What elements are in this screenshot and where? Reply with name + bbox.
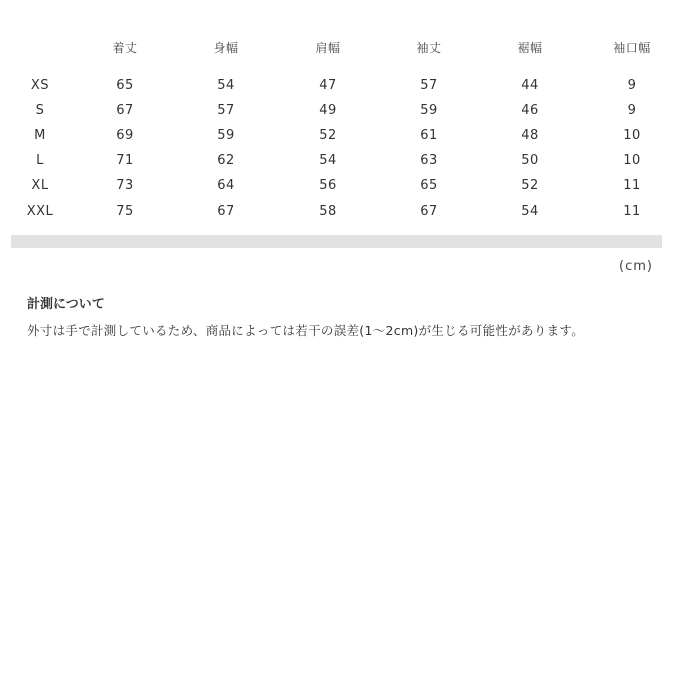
size-label: M bbox=[34, 128, 46, 143]
table-row bbox=[0, 151, 680, 171]
table-cell: 44 bbox=[521, 78, 539, 93]
table-cell: 54 bbox=[319, 153, 337, 168]
table-cell: 52 bbox=[319, 128, 337, 143]
table-cell: 67 bbox=[420, 204, 438, 219]
size-label: XL bbox=[31, 178, 49, 193]
table-cell: 75 bbox=[116, 204, 134, 219]
table-cell: 71 bbox=[116, 153, 134, 168]
table-cell: 61 bbox=[420, 128, 438, 143]
table-cell: 67 bbox=[217, 204, 235, 219]
table-cell: 67 bbox=[116, 103, 134, 118]
table-row bbox=[0, 176, 680, 196]
table-cell: 11 bbox=[623, 178, 641, 193]
table-row bbox=[0, 202, 680, 222]
unit-label: (cm) bbox=[619, 259, 653, 274]
table-cell: 73 bbox=[116, 178, 134, 193]
header-cell-sleeve-length: 袖丈 bbox=[416, 41, 442, 55]
table-cell: 9 bbox=[627, 103, 637, 118]
table-cell: 64 bbox=[217, 178, 235, 193]
table-row bbox=[0, 76, 680, 96]
header-cell-cuff-width: 袖口幅 bbox=[613, 41, 651, 55]
table-cell: 65 bbox=[420, 178, 438, 193]
table-cell: 63 bbox=[420, 153, 438, 168]
size-label: S bbox=[35, 103, 45, 118]
header-cell-chest-width: 身幅 bbox=[213, 41, 239, 55]
table-cell: 69 bbox=[116, 128, 134, 143]
table-cell: 59 bbox=[217, 128, 235, 143]
size-label: L bbox=[36, 153, 44, 168]
table-cell: 49 bbox=[319, 103, 337, 118]
divider-bar bbox=[11, 235, 662, 248]
measurement-note-body: 外寸は手で計測しているため、商品によっては若干の誤差(1～2cm)が生じる可能性があります。 bbox=[27, 323, 585, 338]
table-cell: 54 bbox=[521, 204, 539, 219]
header-cell-shoulder-width: 肩幅 bbox=[315, 41, 341, 55]
measurement-note-title: 計測について bbox=[27, 297, 105, 312]
size-label: XS bbox=[30, 78, 50, 93]
table-cell: 58 bbox=[319, 204, 337, 219]
table-cell: 47 bbox=[319, 78, 337, 93]
table-cell: 57 bbox=[217, 103, 235, 118]
table-cell: 62 bbox=[217, 153, 235, 168]
table-cell: 46 bbox=[521, 103, 539, 118]
table-row bbox=[0, 126, 680, 146]
table-cell: 9 bbox=[627, 78, 637, 93]
table-cell: 57 bbox=[420, 78, 438, 93]
table-cell: 10 bbox=[623, 128, 641, 143]
table-cell: 48 bbox=[521, 128, 539, 143]
table-cell: 65 bbox=[116, 78, 134, 93]
size-label: XXL bbox=[26, 204, 54, 219]
table-cell: 11 bbox=[623, 204, 641, 219]
header-cell-hem-width: 裾幅 bbox=[517, 41, 543, 55]
table-cell: 54 bbox=[217, 78, 235, 93]
table-cell: 56 bbox=[319, 178, 337, 193]
table-cell: 52 bbox=[521, 178, 539, 193]
table-cell: 59 bbox=[420, 103, 438, 118]
table-row bbox=[0, 101, 680, 121]
table-cell: 50 bbox=[521, 153, 539, 168]
table-header-row bbox=[0, 38, 680, 58]
table-cell: 10 bbox=[623, 153, 641, 168]
header-cell-length: 着丈 bbox=[112, 41, 138, 55]
